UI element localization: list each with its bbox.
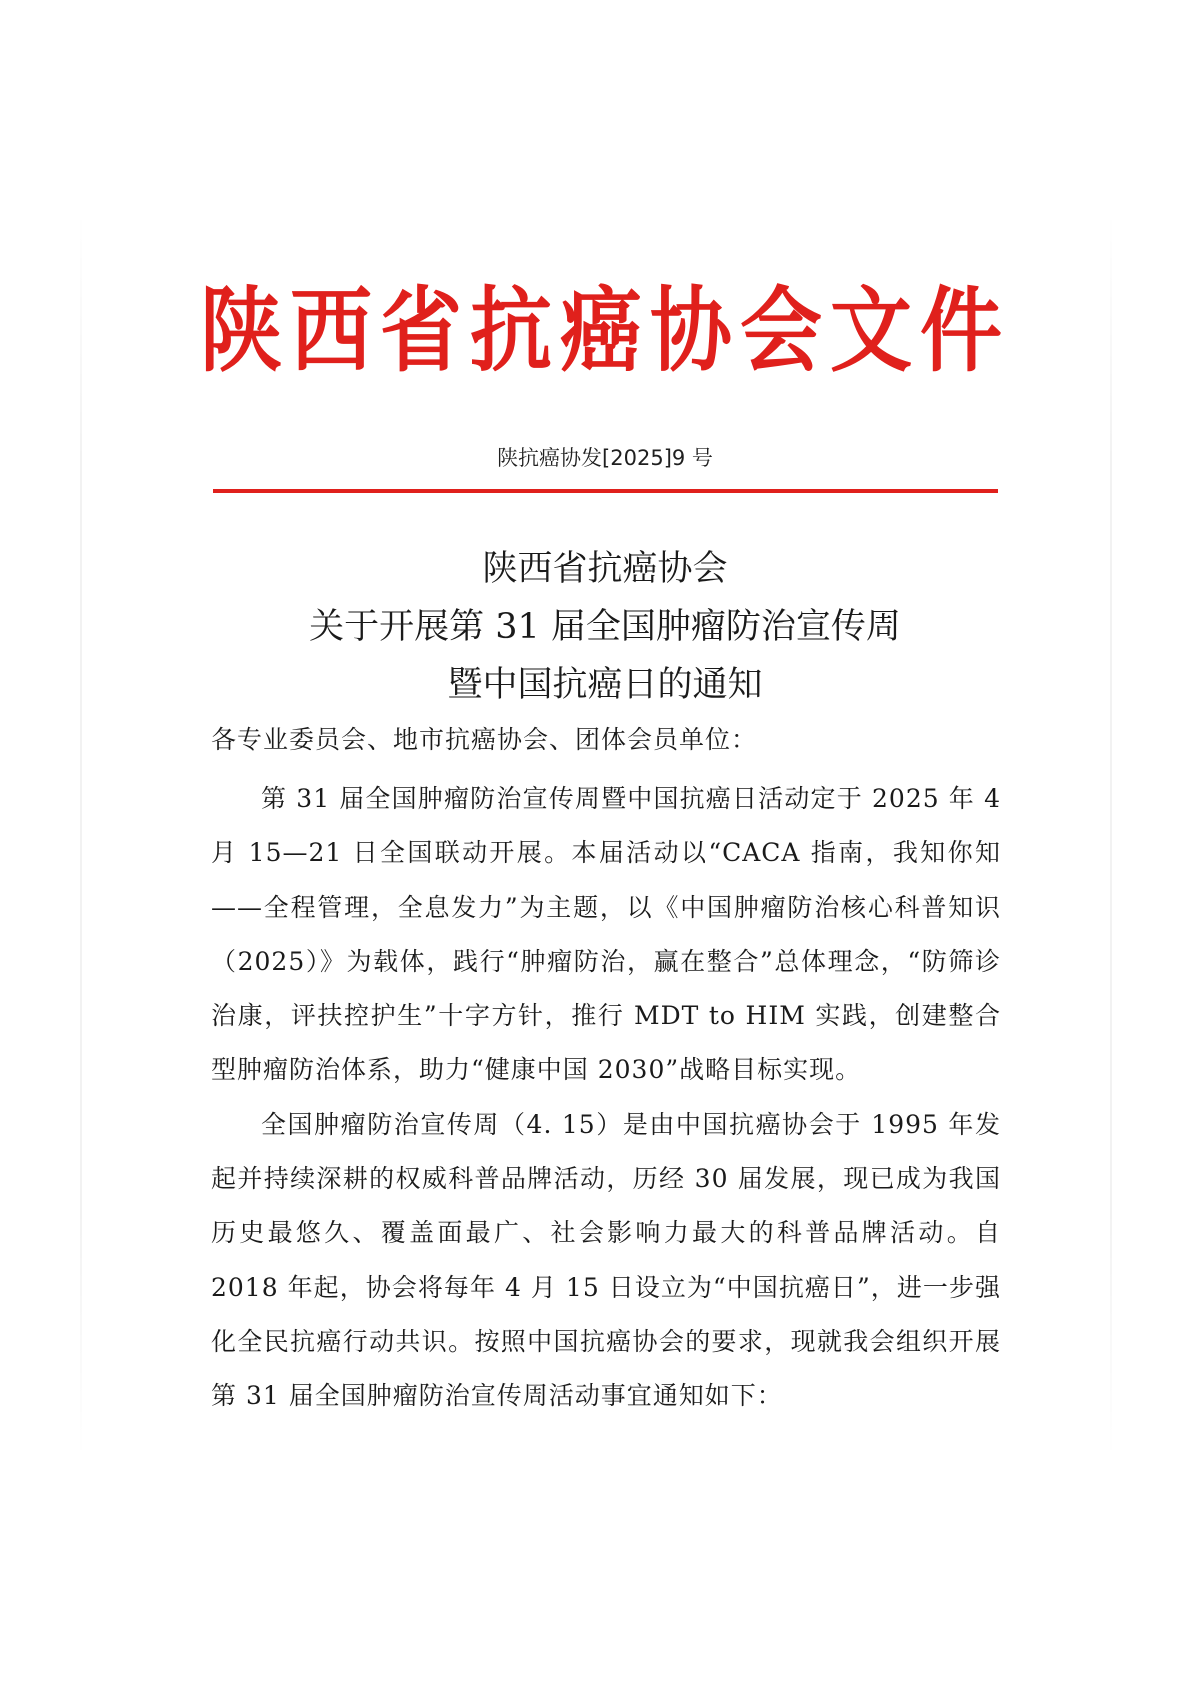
paragraph-event-intro: 第 31 届全国肿瘤防治宣传周暨中国抗癌日活动定于 2025 年 4 月 15—21 日全国联动开展。本届活动以“CACA 指南，我知你知——全程管理，全息发力”为主题，以《中国肿瘤防治核心科普知识（2025）》为载体，践行“肿瘤防治，赢在整合”总体理念，“防筛诊治康，评扶控护生”十字方针，推行 MDT to HIM 实践，创建整合型肿瘤防治体系，助力“健康中国 2030”战略目标实现。 bbox=[211, 784, 1001, 1085]
document-number: 陕抗癌协发[2025]9 号 bbox=[497, 446, 713, 470]
body-text bbox=[211, 772, 1001, 1424]
scan-edge-left bbox=[80, 210, 82, 1460]
title-line-subject: 关于开展第 31 届全国肿瘤防治宣传周 bbox=[309, 607, 901, 647]
title-line-organization: 陕西省抗癌协会 bbox=[482, 549, 728, 589]
notice-title bbox=[195, 540, 1015, 714]
red-divider-line bbox=[213, 489, 998, 493]
scan-edge-right bbox=[1110, 210, 1112, 1460]
title-line-notice: 暨中国抗癌日的通知 bbox=[447, 665, 763, 705]
salutation: 各专业委员会、地市抗癌协会、团体会员单位： bbox=[211, 725, 758, 754]
masthead-title: 陕西省抗癌协会文件 bbox=[199, 277, 1010, 385]
paragraph-campaign-history: 全国肿瘤防治宣传周（4. 15）是由中国抗癌协会于 1995 年发起并持续深耕的权威科普品牌活动，历经 30 届发展，现已成为我国历史最悠久、覆盖面最广、社会影响力最大的科普品牌活动。自 2018 年起，协会将每年 4 月 15 日设立为“中国抗癌日”，进一步强化全民抗癌行动共识。按照中国抗癌协会的要求，现就我会组织开展第 31 届全国肿瘤防治宣传周活动事宜通知如下： bbox=[211, 1109, 1001, 1411]
